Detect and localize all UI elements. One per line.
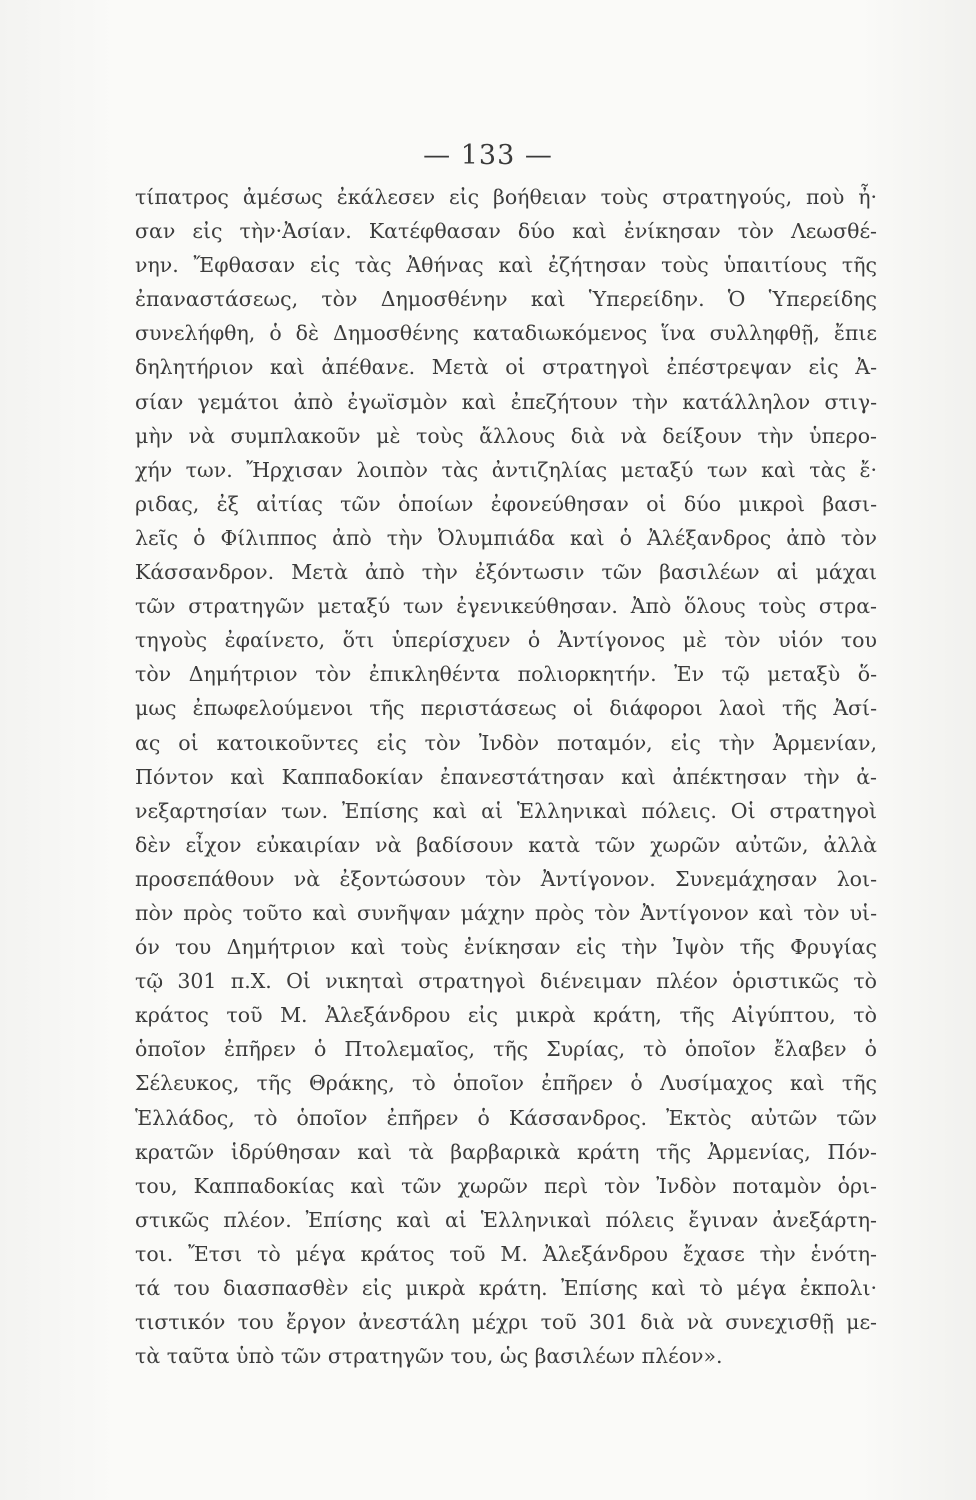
page-number: — 133 — (423, 140, 553, 171)
text-line: όν του Δημήτριον καὶ τοὺς ἐνίκησαν εἰς τὴν Ἰψὸν τῆς Φρυγίας (135, 935, 877, 960)
text-line: ὁποῖον ἐπῆρεν ὁ Πτολεμαῖος, τῆς Συρίας, τὸ ὁποῖον ἔλαβεν ὁ (135, 1037, 877, 1062)
text-line: νην. Ἔφθασαν εἰς τὰς Ἀθήνας καὶ ἐζήτησαν τοὺς ὑπαιτίους τῆς (135, 253, 877, 278)
text-line: του, Καππαδοκίας καὶ τῶν χωρῶν περὶ τὸν Ἰνδὸν ποταμὸν ὁρι- (135, 1173, 877, 1198)
text-line: σαν εἰς τὴν·Ἀσίαν. Κατέφθασαν δύο καὶ ἐνίκησαν τὸν Λεωσθέ- (135, 219, 877, 244)
text-line: ἐπαναστάσεως, τὸν Δημοσθένην καὶ Ὑπερείδην. Ὁ Ὑπερείδης (135, 287, 877, 312)
text-line: Πόντον καὶ Καππαδοκίαν ἐπανεστάτησαν καὶ ἀπέκτησαν τὴν ἀ- (135, 764, 877, 789)
text-line: πὸν πρὸς τοῦτο καὶ συνῆψαν μάχην πρὸς τὸν Ἀντίγονον καὶ τὸν υἱ- (135, 900, 877, 925)
text-line: λεῖς ὁ Φίλιππος ἀπὸ τὴν Ὀλυμπιάδα καὶ ὁ Ἀλέξανδρος ἀπὸ τὸν (135, 525, 877, 550)
text-line: σίαν γεμάτοι ἀπὸ ἐγωϊσμὸν καὶ ἐπεζήτουν τὴν κατάλληλον στιγ- (135, 389, 877, 414)
text-line: τίπατρος ἀμέσως ἐκάλεσεν εἰς βοήθειαν τοὺς στρατηγούς, ποὺ ἦ· (135, 185, 877, 209)
text-line: τὸν Δημήτριον τὸν ἐπικληθέντα πολιορκητήν. Ἐν τῷ μεταξὺ ὅ- (135, 662, 877, 687)
text-line: τιστικόν του ἔργον ἀνεστάλη μέχρι τοῦ 301 διὰ νὰ συνεχισθῇ με- (135, 1310, 877, 1335)
text-line: Ἑλλάδος, τὸ ὁποῖον ἐπῆρεν ὁ Κάσσανδρος. Ἐκτὸς αὐτῶν τῶν (135, 1105, 877, 1130)
text-line: κρατῶν ἱδρύθησαν καὶ τὰ βαρβαρικὰ κράτη τῆς Ἀρμενίας, Πόν- (135, 1139, 877, 1164)
text-line: τοι. Ἔτσι τὸ μέγα κράτος τοῦ Μ. Ἀλεξάνδρου ἔχασε τὴν ἑνότη- (135, 1241, 877, 1266)
text-line: ας οἱ κατοικοῦντες εἰς τὸν Ἰνδὸν ποταμόν, εἰς τὴν Ἀρμενίαν, (135, 730, 877, 755)
text-line: τῶν στρατηγῶν μεταξύ των ἐγενικεύθησαν. Ἀπὸ ὅλους τοὺς στρα- (135, 594, 877, 619)
text-line: τῷ 301 π.Χ. Οἱ νικηταὶ στρατηγοὶ διένειμαν πλέον ὁριστικῶς τὸ (135, 969, 877, 994)
text-line: μως ἐπωφελούμενοι τῆς περιστάσεως οἱ διάφοροι λαοὶ τῆς Ἀσί- (135, 696, 877, 721)
text-line: Κάσσανδρον. Μετὰ ἀπὸ τὴν ἐξόντωσιν τῶν βασιλέων αἱ μάχαι (135, 560, 877, 585)
text-line: τηγοὺς ἐφαίνετο, ὅτι ὑπερίσχυεν ὁ Ἀντίγονος μὲ τὸν υἱόν του (135, 628, 877, 653)
text-line: προσεπάθουν νὰ ἐξοντώσουν τὸν Ἀντίγονον. Συνεμάχησαν λοι- (135, 866, 877, 891)
text-line: συνελήφθη, ὁ δὲ Δημοσθένης καταδιωκόμενος ἵνα συλληφθῇ, ἔπιε (135, 321, 877, 346)
text-line: δὲν εἶχον εὐκαιρίαν νὰ βαδίσουν κατὰ τῶν χωρῶν αὐτῶν, ἀλλὰ (135, 832, 877, 857)
body-text (135, 180, 877, 1373)
text-line: δηλητήριον καὶ ἀπέθανε. Μετὰ οἱ στρατηγοὶ ἐπέστρεψαν εἰς Ἀ- (135, 355, 877, 380)
text-line: τὰ ταῦτα ὑπὸ τῶν στρατηγῶν του, ὡς βασιλέων πλέον». (135, 1344, 723, 1369)
text-line: κράτος τοῦ Μ. Ἀλεξάνδρου εἰς μικρὰ κράτη, τῆς Αἰγύπτου, τὸ (135, 1003, 877, 1028)
text-line: μὴν νὰ συμπλακοῦν μὲ τοὺς ἄλλους διὰ νὰ δείξουν τὴν ὑπερο- (135, 423, 877, 448)
text-line: στικῶς πλέον. Ἐπίσης καὶ αἱ Ἑλληνικαὶ πόλεις ἔγιναν ἀνεξάρτη- (135, 1207, 877, 1232)
text-line: ριδας, ἐξ αἰτίας τῶν ὁποίων ἐφονεύθησαν οἱ δύο μικροὶ βασι- (135, 491, 877, 516)
text-line: τά του διασπασθὲν εἰς μικρὰ κράτη. Ἐπίσης καὶ τὸ μέγα ἐκπολι· (135, 1276, 877, 1300)
text-line: χήν των. Ἤρχισαν λοιπὸν τὰς ἀντιζηλίας μεταξύ των καὶ τὰς ἔ· (135, 457, 877, 482)
text-line: νεξαρτησίαν των. Ἐπίσης καὶ αἱ Ἑλληνικαὶ πόλεις. Οἱ στρατηγοὶ (135, 798, 877, 823)
text-line: Σέλευκος, τῆς Θράκης, τὸ ὁποῖον ἐπῆρεν ὁ Λυσίμαχος καὶ τῆς (135, 1071, 877, 1096)
